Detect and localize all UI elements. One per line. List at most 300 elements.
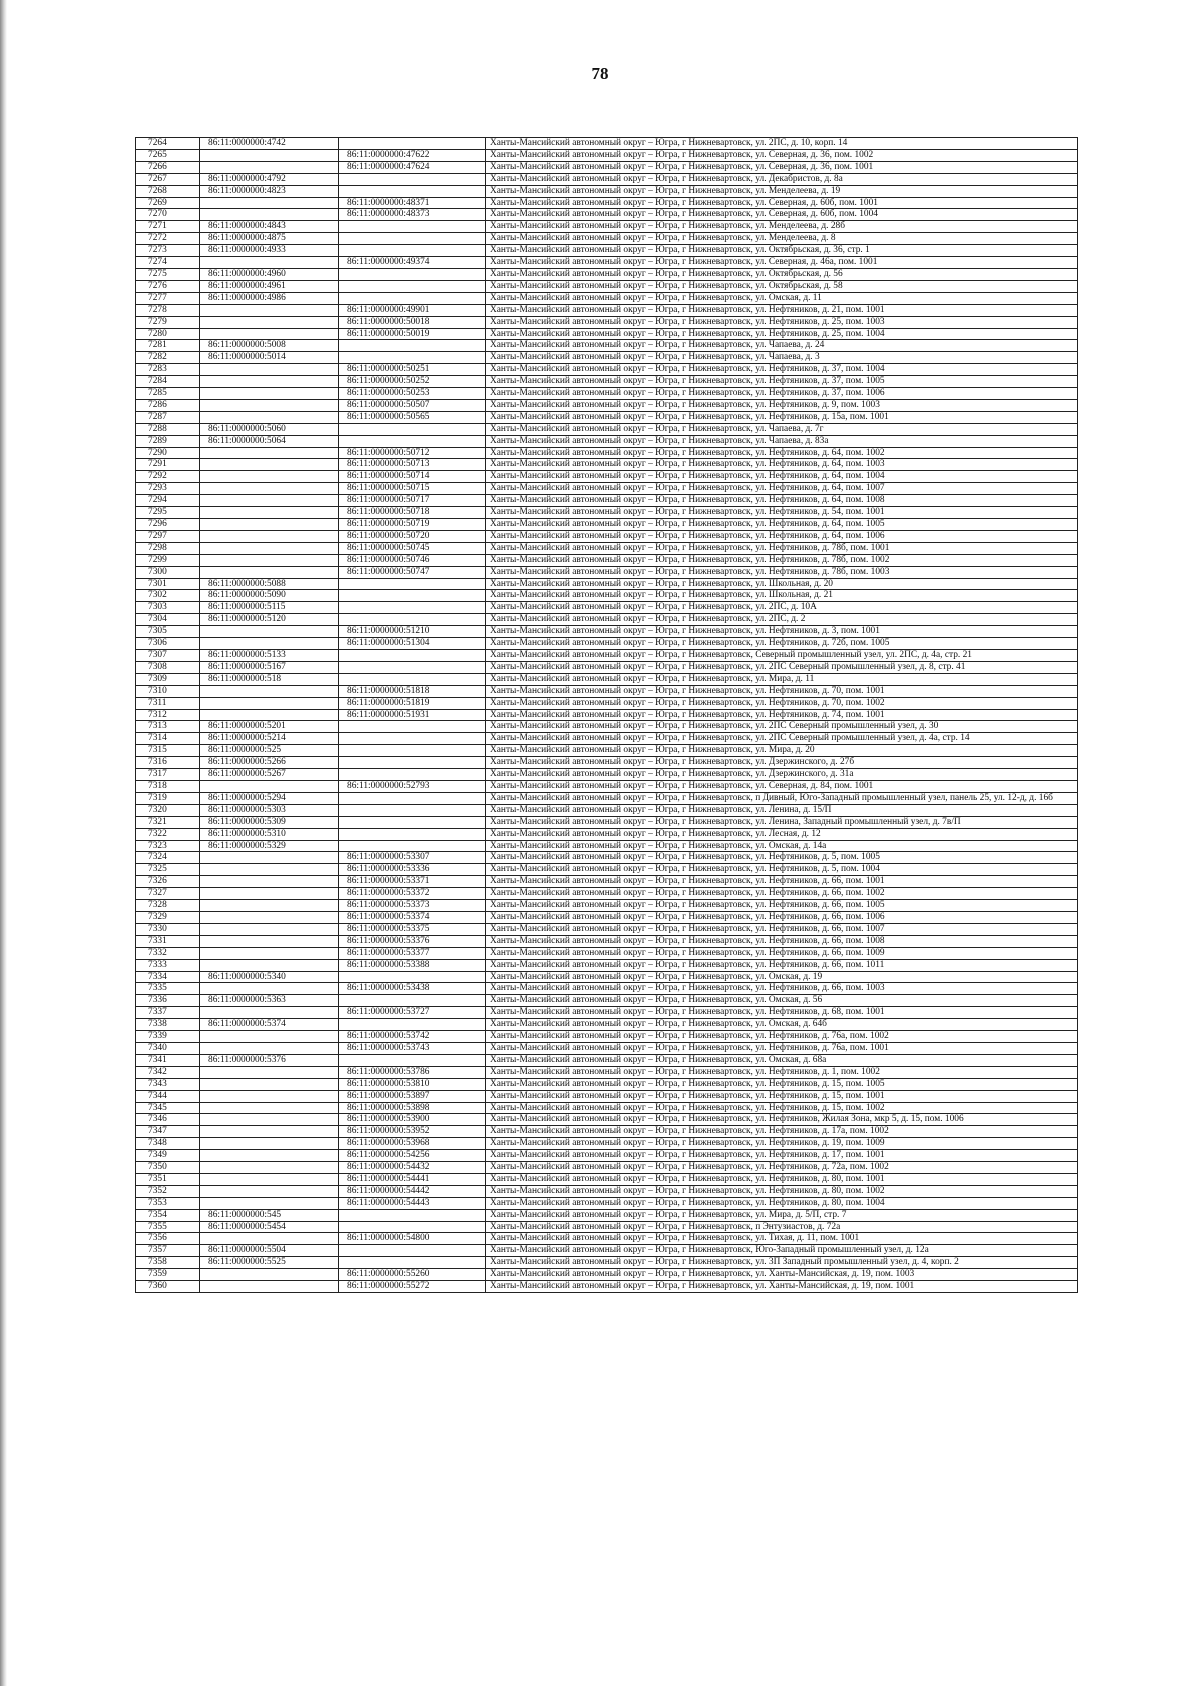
address-cell: Ханты-Мансийский автономный округ – Югра, г Нижневартовск, ул. Нефтяников, д. 72б, пом. 1005 — [486, 638, 1078, 650]
table-row — [136, 709, 1078, 721]
row-number-cell: 7330 — [136, 923, 200, 935]
cadastral-number-cell: 86:11:0000000:5115 — [200, 602, 339, 614]
table-row — [136, 1233, 1078, 1245]
row-number-cell: 7325 — [136, 864, 200, 876]
cadastral-number-cell — [200, 780, 339, 792]
table-row — [136, 209, 1078, 221]
address-cell: Ханты-Мансийский автономный округ – Югра, г Нижневартовск, ул. Ленина, д. 15/П — [486, 804, 1078, 816]
row-number-cell: 7357 — [136, 1245, 200, 1257]
row-number-cell: 7277 — [136, 292, 200, 304]
premises-number-cell: 86:11:0000000:50018 — [339, 316, 486, 328]
address-cell: Ханты-Мансийский автономный округ – Югра, г Нижневартовск, ул. Нефтяников, д. 80, пом. 1002 — [486, 1185, 1078, 1197]
row-number-cell: 7307 — [136, 649, 200, 661]
table-row — [136, 685, 1078, 697]
table-row — [136, 352, 1078, 364]
cadastral-number-cell: 86:11:0000000:5008 — [200, 340, 339, 352]
table-row — [136, 268, 1078, 280]
page-number: 78 — [591, 64, 609, 83]
cadastral-number-cell — [200, 935, 339, 947]
table-row — [136, 745, 1078, 757]
premises-number-cell — [339, 1054, 486, 1066]
row-number-cell: 7266 — [136, 161, 200, 173]
table-row — [136, 816, 1078, 828]
premises-number-cell: 86:11:0000000:53900 — [339, 1114, 486, 1126]
cadastral-number-cell — [200, 697, 339, 709]
table-row — [136, 316, 1078, 328]
cadastral-number-cell: 86:11:0000000:5014 — [200, 352, 339, 364]
address-cell: Ханты-Мансийский автономный округ – Югра, г Нижневартовск, ул. Северная, д. 36, пом. 1002 — [486, 149, 1078, 161]
premises-number-cell — [339, 268, 486, 280]
premises-number-cell: 86:11:0000000:53786 — [339, 1066, 486, 1078]
address-cell: Ханты-Мансийский автономный округ – Югра, г Нижневартовск, ул. Нефтяников, д. 37, пом. 1006 — [486, 388, 1078, 400]
cadastral-number-cell — [200, 530, 339, 542]
table-row — [136, 852, 1078, 864]
table-row — [136, 292, 1078, 304]
address-cell: Ханты-Мансийский автономный округ – Югра, г Нижневартовск, ул. Северная, д. 84, пом. 1001 — [486, 780, 1078, 792]
row-number-cell: 7322 — [136, 828, 200, 840]
row-number-cell: 7332 — [136, 947, 200, 959]
address-cell: Ханты-Мансийский автономный округ – Югра, г Нижневартовск, ул. Нефтяников, д. 17, пом. 1001 — [486, 1150, 1078, 1162]
table-row — [136, 1150, 1078, 1162]
premises-number-cell: 86:11:0000000:50565 — [339, 411, 486, 423]
premises-number-cell: 86:11:0000000:50719 — [339, 519, 486, 531]
table-row — [136, 376, 1078, 388]
cadastral-number-cell: 86:11:0000000:5064 — [200, 435, 339, 447]
premises-number-cell: 86:11:0000000:53897 — [339, 1090, 486, 1102]
premises-number-cell: 86:11:0000000:53376 — [339, 935, 486, 947]
cadastral-number-cell — [200, 1185, 339, 1197]
row-number-cell: 7333 — [136, 959, 200, 971]
table-row — [136, 780, 1078, 792]
address-cell: Ханты-Мансийский автономный округ – Югра, г Нижневартовск, ул. Дзержинского, д. 27б — [486, 757, 1078, 769]
row-number-cell: 7352 — [136, 1185, 200, 1197]
row-number-cell: 7303 — [136, 602, 200, 614]
cadastral-number-cell: 86:11:0000000:5525 — [200, 1257, 339, 1269]
address-cell: Ханты-Мансийский автономный округ – Югра, г Нижневартовск, ул. Нефтяников, д. 72а, пом. 1002 — [486, 1162, 1078, 1174]
table-row — [136, 673, 1078, 685]
table-row — [136, 757, 1078, 769]
address-cell: Ханты-Мансийский автономный округ – Югра, г Нижневартовск, ул. Нефтяников, д. 54, пом. 1001 — [486, 507, 1078, 519]
cadastral-number-cell — [200, 149, 339, 161]
premises-number-cell: 86:11:0000000:53810 — [339, 1078, 486, 1090]
row-number-cell: 7272 — [136, 233, 200, 245]
premises-number-cell — [339, 1257, 486, 1269]
table-row — [136, 459, 1078, 471]
address-cell: Ханты-Мансийский автономный округ – Югра, г Нижневартовск, ул. Северная, д. 46а, пом. 1001 — [486, 257, 1078, 269]
premises-number-cell — [339, 840, 486, 852]
table-row — [136, 888, 1078, 900]
cadastral-number-cell — [200, 864, 339, 876]
row-number-cell: 7354 — [136, 1209, 200, 1221]
address-cell: Ханты-Мансийский автономный округ – Югра, г Нижневартовск, ул. Нефтяников, д. 64, пом. 1008 — [486, 495, 1078, 507]
cadastral-number-cell: 86:11:0000000:5267 — [200, 769, 339, 781]
premises-number-cell — [339, 745, 486, 757]
cadastral-number-cell: 86:11:0000000:5504 — [200, 1245, 339, 1257]
row-number-cell: 7329 — [136, 912, 200, 924]
cadastral-number-cell: 86:11:0000000:5309 — [200, 816, 339, 828]
cadastral-number-cell — [200, 411, 339, 423]
table-row — [136, 578, 1078, 590]
cadastral-number-cell — [200, 1233, 339, 1245]
cadastral-number-cell — [200, 912, 339, 924]
cadastral-number-cell: 86:11:0000000:5201 — [200, 721, 339, 733]
address-cell: Ханты-Мансийский автономный округ – Югра, г Нижневартовск, ул. Нефтяников, д. 66, пом. 1003 — [486, 983, 1078, 995]
premises-number-cell: 86:11:0000000:52793 — [339, 780, 486, 792]
row-number-cell: 7348 — [136, 1138, 200, 1150]
premises-number-cell: 86:11:0000000:53742 — [339, 1031, 486, 1043]
row-number-cell: 7311 — [136, 697, 200, 709]
address-cell: Ханты-Мансийский автономный округ – Югра, г Нижневартовск, Юго-Западный промышленный узел, д. 12а — [486, 1245, 1078, 1257]
table-row — [136, 483, 1078, 495]
premises-number-cell — [339, 138, 486, 150]
cadastral-number-cell: 86:11:0000000:5329 — [200, 840, 339, 852]
address-cell: Ханты-Мансийский автономный округ – Югра, г Нижневартовск, ул. Нефтяников, д. 1, пом. 1002 — [486, 1066, 1078, 1078]
cadastral-number-cell — [200, 1078, 339, 1090]
table-row — [136, 1019, 1078, 1031]
address-cell: Ханты-Мансийский автономный округ – Югра, г Нижневартовск, ул. Нефтяников, д. 25, пом. 1003 — [486, 316, 1078, 328]
premises-number-cell: 86:11:0000000:51819 — [339, 697, 486, 709]
address-cell: Ханты-Мансийский автономный округ – Югра, г Нижневартовск, п Энтузиастов, д. 72а — [486, 1221, 1078, 1233]
address-cell: Ханты-Мансийский автономный округ – Югра, г Нижневартовск, ул. Нефтяников, д. 15, пом. 1005 — [486, 1078, 1078, 1090]
address-cell: Ханты-Мансийский автономный округ – Югра, г Нижневартовск, ул. Нефтяников, д. 5, пом. 1005 — [486, 852, 1078, 864]
address-cell: Ханты-Мансийский автономный округ – Югра, г Нижневартовск, ул. Нефтяников, д. 64, пом. 1004 — [486, 471, 1078, 483]
cadastral-number-cell: 86:11:0000000:5266 — [200, 757, 339, 769]
premises-number-cell — [339, 828, 486, 840]
premises-number-cell: 86:11:0000000:50253 — [339, 388, 486, 400]
address-cell: Ханты-Мансийский автономный округ – Югра, г Нижневартовск, ул. Нефтяников, д. 21, пом. 1001 — [486, 304, 1078, 316]
address-cell: Ханты-Мансийский автономный округ – Югра, г Нижневартовск, ул. Октябрьская, д. 36, стр. 1 — [486, 245, 1078, 257]
row-number-cell: 7285 — [136, 388, 200, 400]
cadastral-number-cell: 86:11:0000000:5310 — [200, 828, 339, 840]
row-number-cell: 7359 — [136, 1269, 200, 1281]
address-cell: Ханты-Мансийский автономный округ – Югра, г Нижневартовск, ул. Октябрьская, д. 58 — [486, 280, 1078, 292]
premises-number-cell — [339, 578, 486, 590]
premises-number-cell — [339, 590, 486, 602]
table-row — [136, 697, 1078, 709]
premises-number-cell — [339, 340, 486, 352]
premises-number-cell — [339, 423, 486, 435]
premises-number-cell: 86:11:0000000:53372 — [339, 888, 486, 900]
row-number-cell: 7317 — [136, 769, 200, 781]
address-cell: Ханты-Мансийский автономный округ – Югра, г Нижневартовск, ул. Чапаева, д. 7г — [486, 423, 1078, 435]
address-cell: Ханты-Мансийский автономный округ – Югра, г Нижневартовск, ул. Ханты-Мансийская, д. 19, пом. 1001 — [486, 1281, 1078, 1293]
row-number-cell: 7308 — [136, 661, 200, 673]
row-number-cell: 7334 — [136, 971, 200, 983]
cadastral-number-cell — [200, 483, 339, 495]
row-number-cell: 7351 — [136, 1173, 200, 1185]
address-cell: Ханты-Мансийский автономный округ – Югра, г Нижневартовск, ул. Менделеева, д. 8 — [486, 233, 1078, 245]
premises-number-cell — [339, 673, 486, 685]
address-cell: Ханты-Мансийский автономный округ – Югра, г Нижневартовск, ул. Менделеева, д. 28б — [486, 221, 1078, 233]
cadastral-number-cell — [200, 1042, 339, 1054]
cadastral-number-cell — [200, 376, 339, 388]
property-table — [135, 137, 1078, 1293]
row-number-cell: 7309 — [136, 673, 200, 685]
row-number-cell: 7298 — [136, 542, 200, 554]
cadastral-number-cell — [200, 685, 339, 697]
cadastral-number-cell — [200, 1126, 339, 1138]
premises-number-cell: 86:11:0000000:48373 — [339, 209, 486, 221]
table-row — [136, 304, 1078, 316]
address-cell: Ханты-Мансийский автономный округ – Югра, г Нижневартовск, ул. Нефтяников, д. 68, пом. 1001 — [486, 1007, 1078, 1019]
table-row — [136, 364, 1078, 376]
cadastral-number-cell: 86:11:0000000:5374 — [200, 1019, 339, 1031]
address-cell: Ханты-Мансийский автономный округ – Югра, г Нижневартовск, Северный промышленный узел, ул. 2ПС, д. 4а, стр. 21 — [486, 649, 1078, 661]
table-row — [136, 1209, 1078, 1221]
row-number-cell: 7301 — [136, 578, 200, 590]
address-cell: Ханты-Мансийский автономный округ – Югра, г Нижневартовск, ул. 2ПС, д. 10А — [486, 602, 1078, 614]
cadastral-number-cell: 86:11:0000000:5340 — [200, 971, 339, 983]
cadastral-number-cell: 86:11:0000000:4843 — [200, 221, 339, 233]
address-cell: Ханты-Мансийский автономный округ – Югра, г Нижневартовск, ул. Омская, д. 14а — [486, 840, 1078, 852]
cadastral-number-cell — [200, 1197, 339, 1209]
table-row — [136, 649, 1078, 661]
premises-number-cell: 86:11:0000000:53373 — [339, 900, 486, 912]
cadastral-number-cell: 86:11:0000000:4792 — [200, 173, 339, 185]
row-number-cell: 7341 — [136, 1054, 200, 1066]
row-number-cell: 7321 — [136, 816, 200, 828]
premises-number-cell: 86:11:0000000:50714 — [339, 471, 486, 483]
table-row — [136, 399, 1078, 411]
address-cell: Ханты-Мансийский автономный округ – Югра, г Нижневартовск, ул. Нефтяников, д. 64, пом. 1007 — [486, 483, 1078, 495]
address-cell: Ханты-Мансийский автономный округ – Югра, г Нижневартовск, ул. Нефтяников, д. 66, пом. 1009 — [486, 947, 1078, 959]
table-row — [136, 769, 1078, 781]
table-row — [136, 1197, 1078, 1209]
table-row — [136, 935, 1078, 947]
premises-number-cell — [339, 995, 486, 1007]
row-number-cell: 7270 — [136, 209, 200, 221]
table-row — [136, 1031, 1078, 1043]
table-row — [136, 876, 1078, 888]
row-number-cell: 7278 — [136, 304, 200, 316]
premises-number-cell: 86:11:0000000:53968 — [339, 1138, 486, 1150]
table-row — [136, 411, 1078, 423]
table-row — [136, 1078, 1078, 1090]
cadastral-number-cell: 86:11:0000000:4960 — [200, 268, 339, 280]
premises-number-cell — [339, 1019, 486, 1031]
cadastral-number-cell: 86:11:0000000:5167 — [200, 661, 339, 673]
row-number-cell: 7335 — [136, 983, 200, 995]
table-row — [136, 435, 1078, 447]
row-number-cell: 7293 — [136, 483, 200, 495]
row-number-cell: 7355 — [136, 1221, 200, 1233]
row-number-cell: 7353 — [136, 1197, 200, 1209]
cadastral-number-cell — [200, 304, 339, 316]
address-cell: Ханты-Мансийский автономный округ – Югра, г Нижневартовск, ул. Нефтяников, д. 17а, пом. 1002 — [486, 1126, 1078, 1138]
table-row — [136, 340, 1078, 352]
row-number-cell: 7290 — [136, 447, 200, 459]
table-row — [136, 1245, 1078, 1257]
address-cell: Ханты-Мансийский автономный округ – Югра, г Нижневартовск, ул. Нефтяников, д. 66, пом. 1011 — [486, 959, 1078, 971]
table-row — [136, 602, 1078, 614]
table-row — [136, 1042, 1078, 1054]
table-row — [136, 1185, 1078, 1197]
row-number-cell: 7287 — [136, 411, 200, 423]
address-cell: Ханты-Мансийский автономный округ – Югра, г Нижневартовск, ул. Омская, д. 19 — [486, 971, 1078, 983]
table-row — [136, 912, 1078, 924]
cadastral-number-cell — [200, 257, 339, 269]
premises-number-cell: 86:11:0000000:53438 — [339, 983, 486, 995]
cadastral-number-cell — [200, 459, 339, 471]
table-row — [136, 388, 1078, 400]
cadastral-number-cell — [200, 1066, 339, 1078]
row-number-cell: 7327 — [136, 888, 200, 900]
address-cell: Ханты-Мансийский автономный округ – Югра, г Нижневартовск, ул. Нефтяников, д. 80, пом. 1004 — [486, 1197, 1078, 1209]
row-number-cell: 7318 — [136, 780, 200, 792]
table-row — [136, 661, 1078, 673]
cadastral-number-cell — [200, 852, 339, 864]
cadastral-number-cell: 86:11:0000000:5376 — [200, 1054, 339, 1066]
address-cell: Ханты-Мансийский автономный округ – Югра, г Нижневартовск, ул. Нефтяников, д. 78б, пом. 1003 — [486, 566, 1078, 578]
table-row — [136, 1269, 1078, 1281]
table-row — [136, 864, 1078, 876]
premises-number-cell — [339, 649, 486, 661]
premises-number-cell: 86:11:0000000:51931 — [339, 709, 486, 721]
table-row — [136, 149, 1078, 161]
premises-number-cell: 86:11:0000000:53307 — [339, 852, 486, 864]
premises-number-cell: 86:11:0000000:49374 — [339, 257, 486, 269]
table-row — [136, 566, 1078, 578]
address-cell: Ханты-Мансийский автономный округ – Югра, г Нижневартовск, ул. 2ПС, д. 10, корп. 14 — [486, 138, 1078, 150]
address-cell: Ханты-Мансийский автономный округ – Югра, г Нижневартовск, ул. 2ПС Северный промышленный узел, д. 4а, стр. 14 — [486, 733, 1078, 745]
premises-number-cell — [339, 757, 486, 769]
cadastral-number-cell — [200, 638, 339, 650]
table-row — [136, 959, 1078, 971]
table-row — [136, 1162, 1078, 1174]
premises-number-cell — [339, 792, 486, 804]
premises-number-cell: 86:11:0000000:54442 — [339, 1185, 486, 1197]
address-cell: Ханты-Мансийский автономный округ – Югра, г Нижневартовск, ул. Чапаева, д. 24 — [486, 340, 1078, 352]
table-row — [136, 423, 1078, 435]
premises-number-cell: 86:11:0000000:50717 — [339, 495, 486, 507]
row-number-cell: 7316 — [136, 757, 200, 769]
row-number-cell: 7289 — [136, 435, 200, 447]
row-number-cell: 7304 — [136, 614, 200, 626]
table-row — [136, 804, 1078, 816]
row-number-cell: 7313 — [136, 721, 200, 733]
table-row — [136, 233, 1078, 245]
premises-number-cell: 86:11:0000000:54256 — [339, 1150, 486, 1162]
premises-number-cell — [339, 185, 486, 197]
premises-number-cell: 86:11:0000000:50252 — [339, 376, 486, 388]
premises-number-cell — [339, 733, 486, 745]
address-cell: Ханты-Мансийский автономный округ – Югра, г Нижневартовск, ул. Чапаева, д. 83а — [486, 435, 1078, 447]
premises-number-cell: 86:11:0000000:53375 — [339, 923, 486, 935]
row-number-cell: 7296 — [136, 519, 200, 531]
row-number-cell: 7344 — [136, 1090, 200, 1102]
premises-number-cell: 86:11:0000000:53336 — [339, 864, 486, 876]
address-cell: Ханты-Мансийский автономный округ – Югра, г Нижневартовск, ул. Омская, д. 68а — [486, 1054, 1078, 1066]
cadastral-number-cell — [200, 1138, 339, 1150]
address-cell: Ханты-Мансийский автономный округ – Югра, г Нижневартовск, ул. Декабристов, д. 8а — [486, 173, 1078, 185]
cadastral-number-cell — [200, 1114, 339, 1126]
address-cell: Ханты-Мансийский автономный округ – Югра, г Нижневартовск, ул. Нефтяников, Жилая Зона, мкр 5, д. 15, пом. 1006 — [486, 1114, 1078, 1126]
address-cell: Ханты-Мансийский автономный округ – Югра, г Нижневартовск, ул. Омская, д. 56 — [486, 995, 1078, 1007]
premises-number-cell: 86:11:0000000:50019 — [339, 328, 486, 340]
cadastral-number-cell — [200, 888, 339, 900]
cadastral-number-cell — [200, 566, 339, 578]
row-number-cell: 7274 — [136, 257, 200, 269]
row-number-cell: 7358 — [136, 1257, 200, 1269]
cadastral-number-cell — [200, 900, 339, 912]
table-row — [136, 1102, 1078, 1114]
table-row — [136, 1126, 1078, 1138]
table-row — [136, 530, 1078, 542]
cadastral-number-cell: 86:11:0000000:518 — [200, 673, 339, 685]
address-cell: Ханты-Мансийский автономный округ – Югра, г Нижневартовск, ул. Нефтяников, д. 76а, пом. 1002 — [486, 1031, 1078, 1043]
address-cell: Ханты-Мансийский автономный округ – Югра, г Нижневартовск, ул. Нефтяников, д. 37, пом. 1004 — [486, 364, 1078, 376]
cadastral-number-cell — [200, 1007, 339, 1019]
table-row — [136, 471, 1078, 483]
table-row — [136, 614, 1078, 626]
cadastral-number-cell — [200, 1090, 339, 1102]
premises-number-cell: 86:11:0000000:49901 — [339, 304, 486, 316]
row-number-cell: 7310 — [136, 685, 200, 697]
address-cell: Ханты-Мансийский автономный округ – Югра, г Нижневартовск, ул. Нефтяников, д. 9, пом. 1003 — [486, 399, 1078, 411]
address-cell: Ханты-Мансийский автономный округ – Югра, г Нижневартовск, ул. Нефтяников, д. 76а, пом. 1001 — [486, 1042, 1078, 1054]
cadastral-number-cell: 86:11:0000000:5090 — [200, 590, 339, 602]
address-cell: Ханты-Мансийский автономный округ – Югра, г Нижневартовск, ул. Нефтяников, д. 37, пом. 1005 — [486, 376, 1078, 388]
premises-number-cell: 86:11:0000000:53388 — [339, 959, 486, 971]
cadastral-number-cell: 86:11:0000000:5120 — [200, 614, 339, 626]
table-row — [136, 554, 1078, 566]
row-number-cell: 7323 — [136, 840, 200, 852]
premises-number-cell: 86:11:0000000:54800 — [339, 1233, 486, 1245]
cadastral-number-cell: 86:11:0000000:5133 — [200, 649, 339, 661]
row-number-cell: 7343 — [136, 1078, 200, 1090]
cadastral-number-cell — [200, 316, 339, 328]
premises-number-cell: 86:11:0000000:50718 — [339, 507, 486, 519]
address-cell: Ханты-Мансийский автономный округ – Югра, г Нижневартовск, ул. Нефтяников, д. 5, пом. 1004 — [486, 864, 1078, 876]
cadastral-number-cell — [200, 197, 339, 209]
cadastral-number-cell: 86:11:0000000:4961 — [200, 280, 339, 292]
cadastral-number-cell — [200, 507, 339, 519]
cadastral-number-cell: 86:11:0000000:5363 — [200, 995, 339, 1007]
premises-number-cell: 86:11:0000000:53371 — [339, 876, 486, 888]
row-number-cell: 7339 — [136, 1031, 200, 1043]
table-row — [136, 1054, 1078, 1066]
address-cell: Ханты-Мансийский автономный округ – Югра, г Нижневартовск, ул. Менделеева, д. 19 — [486, 185, 1078, 197]
row-number-cell: 7338 — [136, 1019, 200, 1031]
row-number-cell: 7271 — [136, 221, 200, 233]
table-row — [136, 983, 1078, 995]
premises-number-cell — [339, 173, 486, 185]
address-cell: Ханты-Мансийский автономный округ – Югра, г Нижневартовск, ул. Ханты-Мансийская, д. 19, пом. 1003 — [486, 1269, 1078, 1281]
address-cell: Ханты-Мансийский автономный округ – Югра, г Нижневартовск, ул. Нефтяников, д. 66, пом. 1001 — [486, 876, 1078, 888]
cadastral-number-cell — [200, 209, 339, 221]
row-number-cell: 7300 — [136, 566, 200, 578]
table-row — [136, 173, 1078, 185]
address-cell: Ханты-Мансийский автономный округ – Югра, г Нижневартовск, ул. 3П Западный промышленный узел, д. 4, корп. 2 — [486, 1257, 1078, 1269]
table-row — [136, 733, 1078, 745]
address-cell: Ханты-Мансийский автономный округ – Югра, г Нижневартовск, ул. Мира, д. 11 — [486, 673, 1078, 685]
row-number-cell: 7349 — [136, 1150, 200, 1162]
premises-number-cell: 86:11:0000000:50507 — [339, 399, 486, 411]
premises-number-cell: 86:11:0000000:53377 — [339, 947, 486, 959]
address-cell: Ханты-Мансийский автономный округ – Югра, г Нижневартовск, ул. Школьная, д. 21 — [486, 590, 1078, 602]
address-cell: Ханты-Мансийский автономный округ – Югра, г Нижневартовск, ул. 2ПС, д. 2 — [486, 614, 1078, 626]
premises-number-cell — [339, 816, 486, 828]
premises-number-cell — [339, 971, 486, 983]
address-cell: Ханты-Мансийский автономный округ – Югра, г Нижневартовск, ул. Нефтяников, д. 80, пом. 1001 — [486, 1173, 1078, 1185]
row-number-cell: 7265 — [136, 149, 200, 161]
address-cell: Ханты-Мансийский автономный округ – Югра, г Нижневартовск, ул. Нефтяников, д. 64, пом. 1002 — [486, 447, 1078, 459]
row-number-cell: 7356 — [136, 1233, 200, 1245]
table-row — [136, 1281, 1078, 1293]
table-row — [136, 245, 1078, 257]
row-number-cell: 7320 — [136, 804, 200, 816]
premises-number-cell — [339, 602, 486, 614]
